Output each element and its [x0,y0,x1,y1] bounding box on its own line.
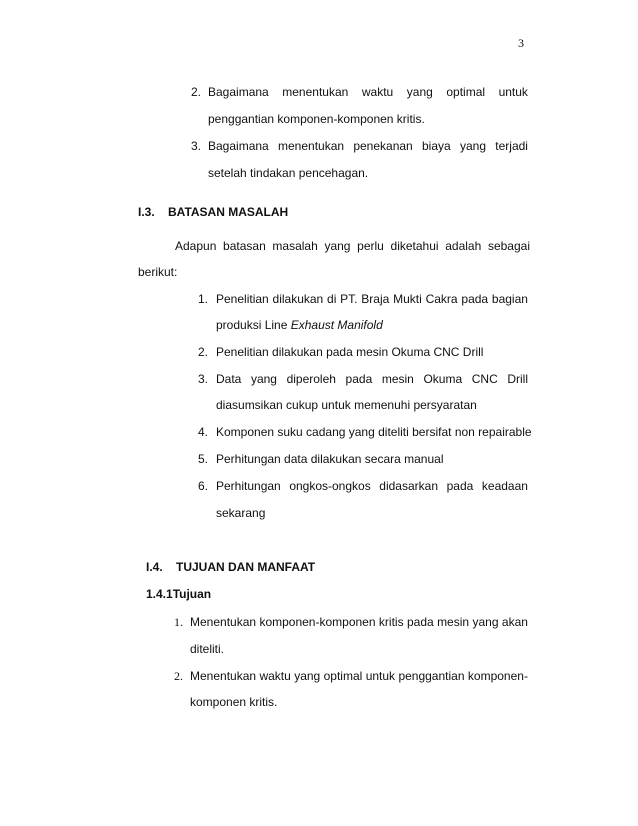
word: Bagaimana [208,85,269,99]
list-item-text [208,85,528,99]
section-heading: TUJUAN DAN MANFAAT [176,560,316,574]
list-item-number: 3. [198,372,209,386]
word: Drill [507,372,528,386]
word: batasan [223,239,266,253]
word: Okuma [423,372,463,386]
word: yang [250,372,277,386]
list-item-text: diasumsikan cukup untuk memenuhi persyaratan [216,398,477,412]
word: mesin [437,615,470,629]
list-item-number: 1. [198,292,209,306]
word: untuk [498,85,528,99]
subsection-title: Tujuan [172,587,212,601]
list-item-text: setelah tindakan pencehagan. [208,166,369,180]
list-item-text [216,318,383,332]
list-item-text-segment: produksi Line [216,318,291,332]
word: yang [459,139,486,153]
word: Penelitian [216,292,269,306]
word: di [327,292,337,306]
list-item-text: Komponen suku cadang yang diteliti bersifat non repairable [216,425,532,439]
page-number: 3 [518,36,524,50]
subsection-heading [146,587,211,601]
paragraph-line: berikut: [138,265,178,279]
word: waktu [361,85,394,99]
word: adalah [445,239,482,253]
word: yang [324,239,351,253]
list-item-text: sekarang [216,506,266,520]
word: masalah [272,239,318,253]
word: bagian [491,292,528,306]
word: pada [446,479,474,493]
word: untuk [365,669,396,683]
word: yang [472,615,499,629]
list-item-text: diteliti. [190,642,225,656]
word: didasarkan [379,479,439,493]
word: diketahui [390,239,439,253]
word: diperoleh [286,372,336,386]
word: Perhitungan [216,479,281,493]
list-item-text [190,615,528,629]
list-item-italic-term: Exhaust Manifold [290,318,383,332]
word: pada [461,292,489,306]
list-item-number: 2. [198,345,209,359]
word: Bagaimana [208,139,269,153]
word: penekanan [353,139,413,153]
list-item-text: Perhitungan data dilakukan secara manual [216,452,444,466]
section-number: I.4. [146,560,163,574]
list-item-text [216,292,528,306]
word: pada [406,615,434,629]
list-item-number: 2. [191,85,202,99]
word: Braja [361,292,390,306]
word: pada [345,372,373,386]
word: optimal [446,85,486,99]
list-item-text [208,139,528,153]
word: menentukan [282,85,349,99]
word: optimal [323,669,363,683]
word: perlu [357,239,384,253]
word: PT. [340,292,358,306]
word: Menentukan [190,615,257,629]
list-item-number: 3. [191,139,202,153]
word: CNC [471,372,498,386]
list-item-text: Penelitian dilakukan pada mesin Okuma CNC Drill [216,345,484,359]
list-item-text: penggantian komponen-komponen kritis. [208,112,425,126]
word: yang [294,669,321,683]
list-item-number: 4. [198,425,209,439]
section-heading: BATASAN MASALAH [168,205,289,219]
list-item-number: 5. [198,452,209,466]
section-number: I.3. [138,205,155,219]
word: waktu [259,669,291,683]
subsection-number: 1.4.1 [146,587,173,601]
list-item-number: 6. [198,479,209,493]
list-item-text [190,669,528,683]
paragraph-line [175,239,530,253]
word: ongkos-ongkos [289,479,371,493]
word: Data [216,372,242,386]
list-item-text [216,372,528,386]
word: yang [406,85,433,99]
word: Mukti [393,292,422,306]
word: akan [501,615,528,629]
word: terjadi [495,139,528,153]
list-item-number: 2. [174,669,183,683]
word: Menentukan [190,669,257,683]
word: Adapun [175,239,217,253]
word: kritis [378,615,404,629]
list-item-text: komponen kritis. [190,695,278,709]
word: komponen- [467,669,528,683]
list-item-text [216,479,528,493]
word: penggantian [398,669,465,683]
word: dilakukan [272,292,324,306]
word: keadaan [481,479,528,493]
word: biaya [422,139,451,153]
word: komponen-komponen [259,615,376,629]
word: menentukan [278,139,345,153]
word: Cakra [425,292,458,306]
list-item-number: 1. [174,615,183,629]
word: mesin [381,372,414,386]
word: sebagai [487,239,530,253]
